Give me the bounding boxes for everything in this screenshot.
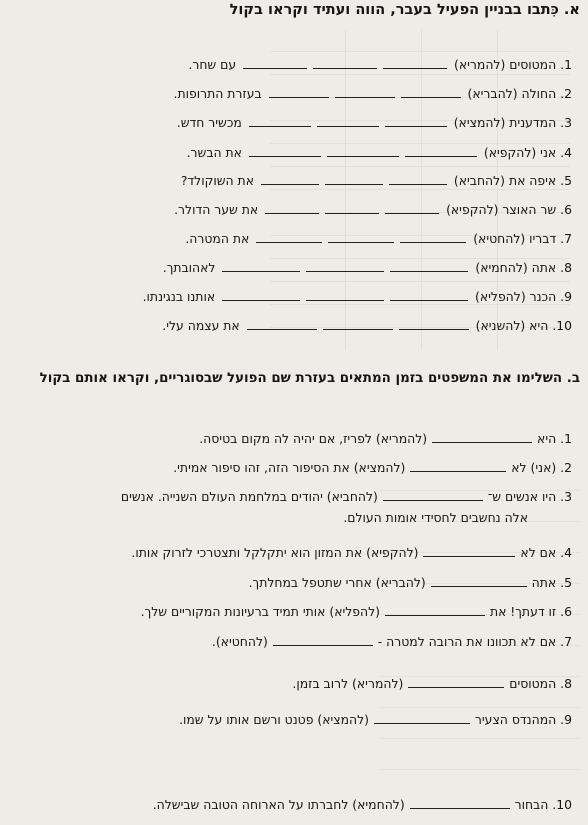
item-number: 9.: [560, 289, 572, 304]
item-number: 7.: [560, 231, 572, 246]
item-pre: אתה: [531, 575, 557, 590]
answer-blanks: [219, 289, 471, 305]
item-number: 3.: [560, 489, 572, 504]
answer-blank[interactable]: [273, 634, 373, 646]
section-b-item: [173, 460, 572, 476]
section-b-item: [141, 604, 572, 620]
item-pre: הבחור: [514, 797, 549, 812]
answer-blanks: [253, 231, 469, 247]
answer-blank[interactable]: [400, 231, 466, 243]
item-subject: אתה (להחמיא): [475, 260, 557, 275]
answer-blanks: [246, 115, 450, 131]
section-b-item: [212, 634, 572, 650]
item-pre: היו אנשים ש־: [487, 489, 557, 504]
answer-blank[interactable]: [335, 86, 395, 98]
item-number: 2.: [560, 86, 572, 101]
item-rest: את עצמה עלי.: [162, 318, 240, 333]
item-rest: את שער הדולר.: [174, 202, 259, 217]
answer-blank[interactable]: [249, 115, 311, 127]
item-number: 1.: [560, 57, 572, 72]
answer-blanks: [266, 86, 464, 102]
item-post: (להמריא) לרוב בזמן.: [292, 676, 404, 691]
item-subject: החולה (להבריא): [467, 86, 557, 101]
answer-blank[interactable]: [313, 57, 377, 69]
section-a-title: א. כִּתבו בבניין הפעיל בעבר, הווה ועתיד וקראו בקול: [229, 2, 580, 18]
answer-blanks: [262, 202, 442, 218]
item-post: (להקפיא) את המזון הוא יתקלקל ותצטרכי לזרוק אותו.: [131, 545, 419, 560]
item-subject: דבריו (להחטיא): [473, 231, 557, 246]
item-number: 4.: [560, 545, 572, 560]
item-number: 8.: [560, 676, 572, 691]
item-number: 6.: [560, 604, 572, 619]
item-number: 6.: [560, 202, 572, 217]
item-pre: אם לא: [520, 545, 557, 560]
item-post: (להחביא) יהודים במלחמת העולם השנייה. אנשים: [120, 489, 378, 504]
item-subject: היא (להשניא): [475, 318, 549, 333]
item-pre: זו דעתך! את: [489, 604, 557, 619]
item-number: 10.: [552, 797, 572, 812]
section-a-item: [188, 57, 572, 73]
item-post: (להמריא) לפריז, אם יהיה לה מקום בטיסה.: [199, 431, 428, 446]
item-rest: את המטרה.: [185, 231, 250, 246]
item-number: 2.: [560, 460, 572, 475]
answer-blank[interactable]: [306, 260, 384, 272]
answer-blank[interactable]: [222, 289, 300, 301]
section-b-item: [292, 676, 572, 692]
section-b-title: ב. השלימו את המשפטים בזמן המתאים בעזרת שם הפועל שבסוגריים, וקראו אותם בקול: [39, 371, 580, 386]
answer-blank[interactable]: [410, 797, 510, 809]
answer-blank[interactable]: [328, 231, 394, 243]
answer-blank[interactable]: [256, 231, 322, 243]
answer-blank[interactable]: [265, 202, 319, 214]
answer-blank[interactable]: [401, 86, 461, 98]
section-a-item: [187, 145, 572, 161]
section-a-item: [174, 86, 572, 102]
answer-blank[interactable]: [383, 57, 447, 69]
answer-blank[interactable]: [385, 604, 485, 616]
answer-blank[interactable]: [269, 86, 329, 98]
item-number: 1.: [560, 431, 572, 446]
answer-blank[interactable]: [261, 173, 319, 185]
section-b-item: [131, 545, 572, 561]
section-b-item: [179, 712, 572, 728]
item-subject: הכנר (להפליא): [475, 289, 557, 304]
item-post: (להפליא) אותי תמיד ברעיונות המקוריים שלך.: [140, 604, 381, 619]
section-a-item: [163, 260, 572, 276]
item-number: 8.: [560, 260, 572, 275]
answer-blank[interactable]: [243, 57, 307, 69]
item-number: 3.: [560, 115, 572, 130]
answer-blank[interactable]: [423, 545, 515, 557]
answer-blank[interactable]: [385, 202, 439, 214]
item-subject: שר האוצר (להקפיא): [446, 202, 557, 217]
answer-blank[interactable]: [247, 318, 317, 330]
item-rest: את הבשר.: [186, 145, 242, 160]
section-b-item: [121, 489, 572, 505]
answer-blank[interactable]: [317, 115, 379, 127]
item-rest: עם שחר.: [188, 57, 237, 72]
answer-blanks: [246, 145, 480, 161]
answer-blank[interactable]: [408, 676, 504, 688]
item-rest: לאהובתך.: [162, 260, 216, 275]
item-subject: אני (להקפיא): [483, 145, 557, 160]
item-number: 9.: [560, 712, 572, 727]
section-a-item: [162, 318, 572, 334]
item-number: 5.: [560, 173, 572, 188]
answer-blank[interactable]: [431, 575, 527, 587]
section-b-item: [199, 431, 572, 447]
item-number: 5.: [560, 575, 572, 590]
answer-blank[interactable]: [410, 460, 506, 472]
answer-blank[interactable]: [374, 712, 470, 724]
answer-blank[interactable]: [327, 145, 399, 157]
answer-blank[interactable]: [390, 289, 468, 301]
answer-blank[interactable]: [383, 489, 483, 501]
item-post: (להחמיא) לחברתו על הארוחה הטובה שבישלה.: [152, 797, 405, 812]
answer-blanks: [240, 57, 450, 73]
section-a-item: [181, 173, 572, 189]
item-pre: אם לא תכוונו את הרובה למטרה -: [377, 634, 557, 649]
answer-blank[interactable]: [432, 431, 532, 443]
answer-blank[interactable]: [306, 289, 384, 301]
item-post: (להבריא) אחרי שתטפל במחלתך.: [248, 575, 426, 590]
item-subject: המדענית (להמציא): [453, 115, 557, 130]
item-pre: (אני) לא: [511, 460, 557, 475]
item-rest: את השוקולד?: [180, 173, 254, 188]
answer-blank[interactable]: [405, 145, 477, 157]
item-post: (להמציא) פטנט ורשם אותו על שמו.: [179, 712, 370, 727]
item-subject: המטוסים (להמריא): [454, 57, 557, 72]
item-post: (להחטיא).: [211, 634, 268, 649]
item-number: 7.: [560, 634, 572, 649]
item-number: 4.: [560, 145, 572, 160]
answer-blank[interactable]: [249, 145, 321, 157]
answer-blank[interactable]: [323, 318, 393, 330]
answer-blank[interactable]: [389, 173, 447, 185]
answer-blank[interactable]: [325, 202, 379, 214]
item-pre: המהנדס הצעיר: [474, 712, 557, 727]
item-rest: בעזרת התרופות.: [173, 86, 262, 101]
section-a-item: [177, 115, 572, 131]
answer-blank[interactable]: [390, 260, 468, 272]
item-pre: היא: [537, 431, 557, 446]
section-a-item: [174, 202, 572, 218]
item-subject: איפה את (להחביא): [453, 173, 557, 188]
section-b-item-continuation: אלה נחשבים לחסידי אומות העולם.: [343, 510, 528, 525]
item-rest: מכשיר חדש.: [176, 115, 242, 130]
item-rest: אותנו בנגינתו.: [142, 289, 216, 304]
answer-blank[interactable]: [399, 318, 469, 330]
section-b-item: [153, 797, 572, 813]
section-a-item: [185, 231, 572, 247]
answer-blanks: [219, 260, 471, 276]
item-number: 10.: [552, 318, 572, 333]
section-a-item: [143, 289, 572, 305]
item-post: (להמציא) את הסיפור הזה, זהו סיפור אמיתי.: [173, 460, 406, 475]
answer-blanks: [244, 318, 472, 334]
answer-blank[interactable]: [325, 173, 383, 185]
section-b-item: [249, 575, 572, 591]
answer-blank[interactable]: [385, 115, 447, 127]
answer-blank[interactable]: [222, 260, 300, 272]
answer-blanks: [258, 173, 450, 189]
item-pre: המטוסים: [509, 676, 557, 691]
